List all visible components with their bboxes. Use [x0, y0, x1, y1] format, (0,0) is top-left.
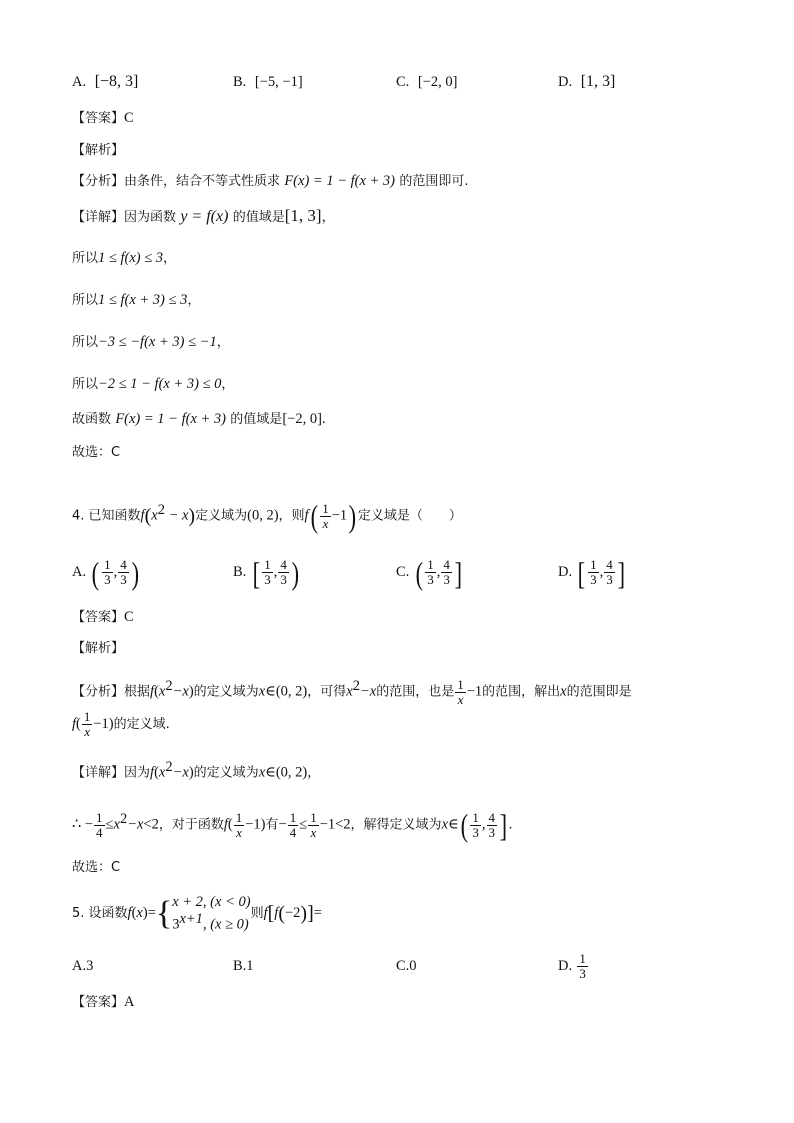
q3-fenxi: 【分析】由条件，结合不等式性质求 F(x) = 1 − f(x + 3) 的范围即可. [72, 173, 469, 189]
q3-option-c: C. [−2, 0] [396, 74, 458, 90]
q3-option-b-value: [−5, −1] [254, 74, 303, 90]
q4-xiangjie: 【详解】因为$f(x^2-x)$的定义域为x∈(0, 2)， [72, 759, 321, 781]
q3-choice: 故选：C [72, 445, 121, 460]
q5-piecewise: { x + 2, (x < 0) $3^{x+1}$, (x ≥ 0) [155, 893, 251, 933]
q3-option-a-value: [−8, 3] [94, 73, 139, 90]
q3-analysis-label: 【解析】 [72, 143, 125, 158]
q4-derivation: ∴ − $\frac{1}{4}$ $\le x^2-x<2$，对于函数f( $\frac{1}{x}$ −1)有− $\frac{1}{4}$ ≤ $\frac{1}{x}$ −1<2，解得定义域为x∈( $\frac{1}{3}$ , $\frac{4}{3}$ ] . [72, 807, 513, 843]
q3-xiangjie: 【详解】因为函数 y = f(x) 的值域是[1, 3]， [72, 206, 335, 225]
q5-option-b: B.1 [233, 958, 254, 974]
q4-answer: 【答案】C [72, 609, 134, 625]
q4-choice: 故选：C [72, 860, 121, 875]
q3-option-d: D. [1, 3] [558, 73, 616, 90]
q4-option-b: B. [ $\frac{1}{3}$ , $\frac{4}{3}$ ) [233, 554, 299, 591]
q4-stem-frac: $\frac{1}{x}$ [322, 500, 329, 531]
q4-stem: 4. 已知函数$f(x^2 - x)$定义域为(0, 2)，则f( $\frac{1}{x}$ −1) 定义域是（ ） [72, 498, 462, 534]
q4-option-a: A. ( $\frac{1}{3}$ , $\frac{4}{3}$ ) [72, 554, 139, 591]
q3-option-c-value: [−2, 0] [417, 74, 458, 90]
q3-option-b: B. [−5, −1] [233, 74, 303, 90]
q3-answer: 【答案】C [72, 110, 134, 126]
q4-fenxi-line2: f( $\frac{1}{x}$ −1)的定义域. [72, 709, 170, 739]
q3-step-3: 所以−3 ≤ −f(x + 3) ≤ −1， [72, 334, 230, 350]
q3-step-1: 所以1 ≤ f(x) ≤ 3， [72, 250, 177, 266]
q4-option-c: C. ( $\frac{1}{3}$ , $\frac{4}{3}$ ] [396, 554, 462, 591]
q5-option-a: A.3 [72, 958, 94, 974]
q3-conclusion: 故函数 F(x) = 1 − f(x + 3) 的值域是[−2, 0]. [72, 411, 326, 427]
q3-option-a: A. [−8, 3] [72, 73, 139, 90]
q3-step-4: 所以−2 ≤ 1 − f(x + 3) ≤ 0， [72, 376, 235, 392]
q3-step-2: 所以1 ≤ f(x + 3) ≤ 3， [72, 292, 201, 308]
q4-analysis-label: 【解析】 [72, 641, 125, 656]
q5-option-c: C.0 [396, 958, 417, 974]
q3-option-d-value: [1, 3] [580, 73, 616, 90]
q4-option-d: D. [ $\frac{1}{3}$ , $\frac{4}{3}$ ] [558, 554, 625, 591]
q5-option-d: D. $\frac{1}{3}$ [558, 951, 586, 981]
q5-answer: 【答案】A [72, 994, 135, 1010]
q5-stem: 5. 设函数f(x)= { x + 2, (x < 0) $3^{x+1}$, (x ≥ 0) 则f[f(−2)]= [72, 893, 322, 933]
q4-fenxi-line1: 【分析】根据$f(x^2-x)$的定义域为x∈(0, 2)，可得$x^2-x$的范围，也是 $\frac{1}{x}$ −1的范围，解出x的范围即是 [72, 676, 632, 707]
